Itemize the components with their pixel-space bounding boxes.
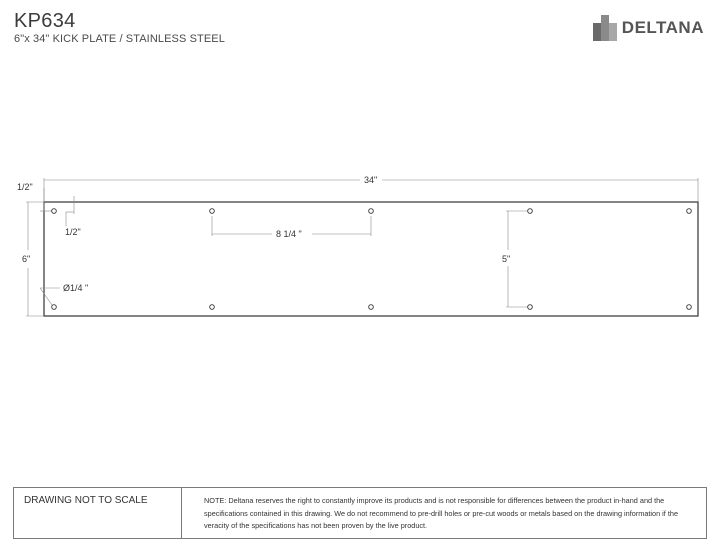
mounting-hole: [687, 305, 692, 310]
dim-hole-spacing-vertical: 5": [502, 254, 511, 264]
mounting-hole: [369, 209, 374, 214]
mounting-hole: [52, 305, 57, 310]
mounting-hole: [687, 209, 692, 214]
mounting-hole: [528, 209, 533, 214]
scale-note: DRAWING NOT TO SCALE: [14, 488, 182, 538]
mounting-hole: [210, 305, 215, 310]
diameter-leader-diagonal: [40, 288, 52, 305]
dim-edge-offset-top: 1/2": [17, 182, 33, 192]
dim-hole-spacing-horizontal: 8 1/4 ": [276, 229, 302, 239]
disclaimer-note: NOTE: Deltana reserves the right to constantly improve its products and is not responsible for differences between the product in-hand and the specifications contained in this drawing. We do not recommend to pre-drill holes or pre-cut woods or metals based on the drawing information if the veracity of the specifications has not been proven by the live product.: [204, 496, 679, 530]
brand-name: DELTANA: [621, 18, 704, 37]
dim-edge-offset-side: 1/2": [65, 227, 81, 237]
mounting-hole: [210, 209, 215, 214]
page-title: KP634: [14, 10, 76, 32]
dim-overall-width: 34": [364, 175, 378, 185]
title-block: [13, 487, 707, 539]
dim-height: 6": [22, 254, 31, 264]
mounting-hole: [52, 209, 57, 214]
mounting-hole: [369, 305, 374, 310]
page-subtitle: 6"x 34" KICK PLATE / STAINLESS STEEL: [14, 33, 225, 45]
mounting-hole: [528, 305, 533, 310]
dim-hole-diameter: Ø1/4 ": [63, 283, 89, 293]
